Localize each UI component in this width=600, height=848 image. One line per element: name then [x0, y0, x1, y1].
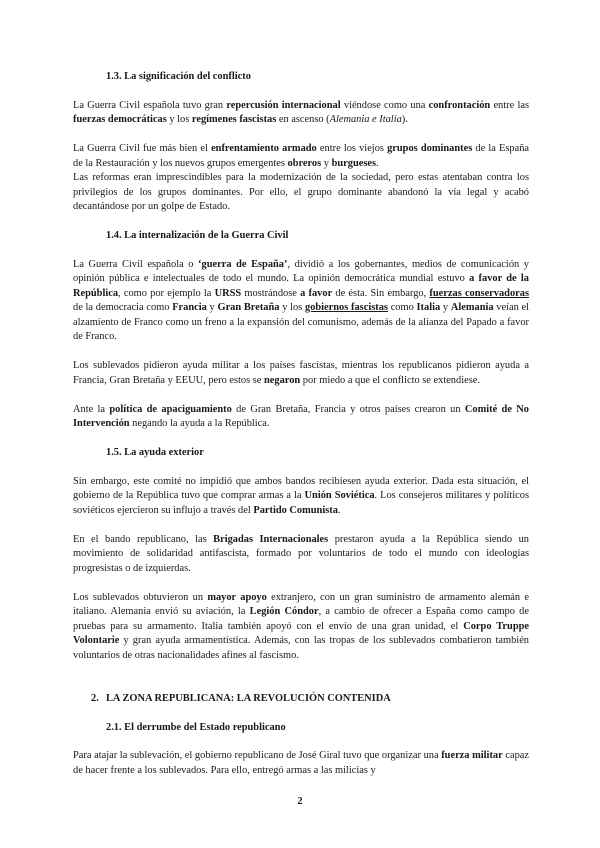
paragraph-1-4-c: Ante la política de apaciguamiento de Gran Bretaña, Francia y otros países crearon un Comité de No Intervención negando la ayuda a la República.	[73, 403, 529, 429]
paragraph-1-4-b: Los sublevados pidieron ayuda militar a los países fascistas, mientras los republicanos pidieron ayuda a Francia, Gran Bretaña y EEUU, pero estos se negaron por miedo a que el conflicto se extendiese.	[73, 360, 529, 386]
paragraph-2-1-a: Para atajar la sublevación, el gobierno republicano de José Giral tuvo que organizar una fuerza militar capaz de hacer frente a los sublevados. Para ello, entregó armas a las milicias y	[73, 750, 529, 776]
heading-2-1: 2.1. El derrumbe del Estado republicano	[106, 721, 286, 733]
heading-2-number: 2.	[91, 693, 99, 704]
heading-2	[91, 692, 529, 707]
paragraph-1-3-c: Las reformas eran imprescindibles para la modernización de la sociedad, pero estas atentaban contra los privilegios de los grupos dominantes. Por ello, el grupo dominante abandonó la vía legal y acabó decantándose por un golpe de Estado.	[73, 172, 529, 212]
paragraph-1-5-a: Sin embargo, este comité no impidió que ambos bandos recibiesen ayuda exterior. Dada esta situación, el gobierno de la República tuvo que comprar armas a la Unión Soviética. Los consejeros militares y políticos soviéticos ejercieron su influjo a través del Partido Comunista.	[73, 475, 529, 516]
paragraph-1-5-c: Los sublevados obtuvieron un mayor apoyo extranjero, con un gran suministro de armamento alemán e italiano. Alemania envió su aviación, la Legión Cóndor, a cambio de ofrecer a España como campo de pruebas para su armamento. Italia también apoyó con el envío de una gran unidad, el Corpo Truppe Volontarie y gran ayuda armamentística. Además, con las tropas de los sublevados combatieron también voluntarios de otras nacionalidades afines al fascismo.	[73, 591, 529, 661]
paragraph-1-5-b: En el bando republicano, las Brigadas Internacionales prestaron ayuda a la República siendo un movimiento de solidaridad antifascista, formado por voluntarios de todo el mundo con ideologías progresistas o de izquierdas.	[73, 533, 529, 574]
heading-1-4: 1.4. La internalización de la Guerra Civil	[106, 230, 289, 241]
paragraph-1-3-b: La Guerra Civil fue más bien el enfrentamiento armado entre los viejos grupos dominantes de la España de la Restauración y los nuevos grupos emergentes obreros y burgueses.	[73, 143, 530, 169]
page-content	[73, 70, 529, 778]
heading-1-3: 1.3. La significación del conflicto	[106, 71, 251, 82]
heading-1-5: 1.5. La ayuda exterior	[106, 447, 204, 458]
paragraph-1-4-a: La Guerra Civil española o ‘guerra de España’, dividió a los gobernantes, medios de comunicación y opinión pública e intelectuales de todo el mundo. La opinión democrática mundial estuvo a favor de la República, como por ejemplo la URSS mostrándose a favor de ésta. Sin embargo, fuerzas conservadoras de la democracia como Francia y Gran Bretaña y los gobiernos fascistas como Italia y Alemania veían el alzamiento de Franco como un freno a la expansión del comunismo, además de la alianza del Papado a favor de Franco.	[73, 258, 530, 342]
section-gap	[73, 678, 529, 693]
heading-2-title: LA ZONA REPUBLICANA: LA REVOLUCIÓN CONTENIDA	[106, 693, 391, 704]
page-number: 2	[297, 796, 303, 807]
paragraph-1-3-a: La Guerra Civil española tuvo gran repercusión internacional viéndose como una confrontación entre las fuerzas democráticas y los regímenes fascistas en ascenso (Alemania e Italia).	[73, 99, 529, 125]
